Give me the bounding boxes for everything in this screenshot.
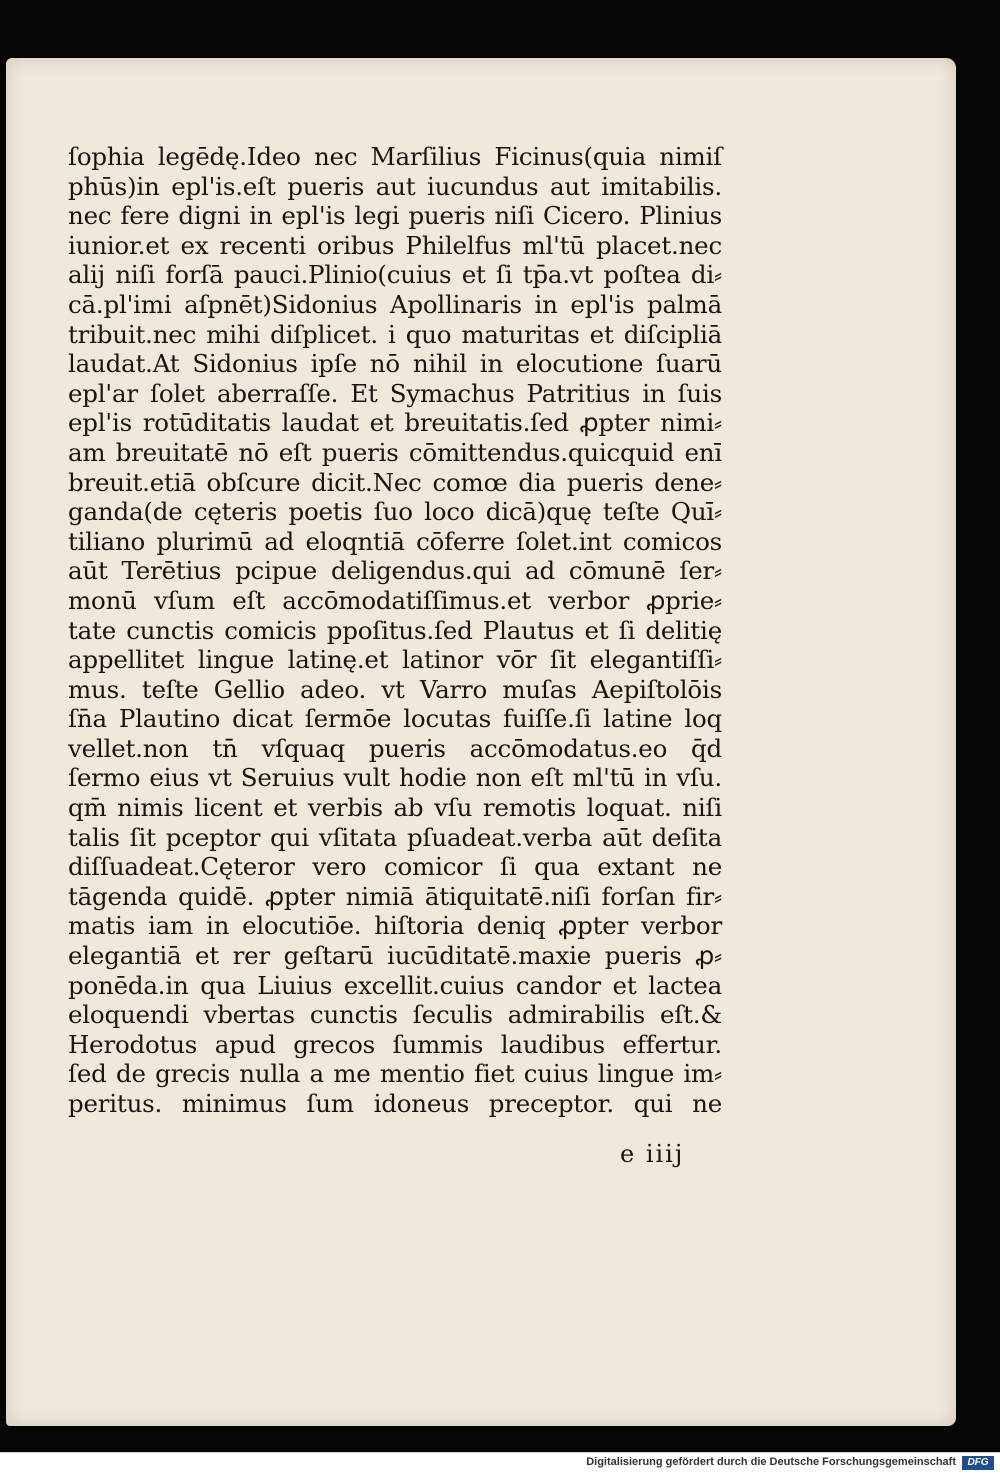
text-line: cā.pl'imi aſpnēt)Sidonius Apollinaris in epl'is palmā [68,289,722,319]
text-line: monū vſum eſt accōmodatiſſimus.et verbor ꝓprie⸗ [68,585,722,615]
text-line: nec fere digni in epl'is legi pueris niſi Cicero. Plinius [68,201,722,231]
text-line: tribuit.nec mihi diſplicet. i quo maturitas et diſcipliā [68,319,722,349]
text-line: ſed de grecis nulla a me mentio fiet cuius lingue im⸗ [68,1059,722,1089]
text-line: ſn̄a Plautino dicat ſermōe locutas fuiſſe.ſi latine loq [68,704,722,734]
text-line: peritus. minimus ſum idoneus preceptor. qui ne [68,1089,722,1118]
text-line: epl'is rotūditatis laudat et breuitatis.ſed ꝓpter nimi⸗ [68,408,722,438]
text-line: diſſuadeat.Cęteror vero comicor ſi qua extant ne [68,852,722,882]
text-line: alij niſi forſā pauci.Plinio(cuius et ſi tp̄a.vt poſtea di⸗ [68,260,722,290]
text-line: eloquendi vbertas cunctis ſeculis admirabilis eſt.& [68,1000,722,1030]
text-line: breuit.etiā obſcure dicit.Nec comœ dia pueris dene⸗ [68,467,722,497]
text-line: elegantiā et rer geſtarū iucūditatē.maxie pueris ꝓ⸗ [68,941,722,971]
text-line: ganda(de cęteris poetis ſuo loco dicā)quę teſte Quī⸗ [68,497,722,527]
text-line: ponēda.in qua Liuius excellit.cuius candor et lactea [68,970,722,1000]
footer-bar [0,1452,1000,1474]
text-line: aūt Terētius pcipue deligendus.qui ad cōmunē ſer⸗ [68,556,722,586]
body-text [68,142,728,1119]
text-line: am breuitatē nō eſt pueris cōmittendus.quicquid enī [68,437,722,467]
text-line: tiliano plurimū ad eloqntiā cōferre ſolet.int comicos [68,526,722,556]
funding-credit: Digitalisierung gefördert durch die Deutsche Forschungsgemeinschaft [586,1456,956,1468]
book-page [6,58,956,1426]
text-line: vellet.non tn̄ vſquaq pueris accōmodatus.eo q̄d [68,733,722,763]
text-line: laudat.At Sidonius ipſe nō nihil in elocutione ſuarū [68,349,722,379]
text-line: qm̄ nimis licent et verbis ab vſu remotis loquat. niſi [68,793,722,823]
dfg-logo: DFG [962,1456,994,1470]
text-line: ſermo eius vt Seruius vult hodie non eſt ml'tū in vſu. [68,763,722,793]
text-line: phūs)in epl'is.eſt pueris aut iucundus aut imitabilis. [68,171,722,201]
text-line: epl'ar ſolet aberraſſe. Et Symachus Patritius in ſuis [68,378,722,408]
text-line: tāgenda quidē. ꝓpter nimiā ātiquitatē.niſi forſan fir⸗ [68,881,722,911]
text-line: mus. teſte Gellio adeo. vt Varro muſas Aepiſtolōis [68,674,722,704]
text-line: tate cunctis comicis ppoſitus.ſed Plautus et ſi delitię [68,615,722,645]
text-line: talis ſit pceptor qui vſitata pſuadeat.verba aūt deſita [68,822,722,852]
text-line: ſophia legēdę.Ideo nec Marſilius Ficinus(quia nimiſ [68,142,722,171]
text-line: Herodotus apud grecos ſummis laudibus effertur. [68,1029,722,1059]
signature-mark: e iiij [620,1140,685,1168]
text-line: appellitet lingue latinę.et latinor vōr ſit elegantiſſi⸗ [68,645,722,675]
text-line: matis iam in elocutiōe. hiſtoria deniq ꝓpter verbor [68,911,722,941]
text-line: iunior.et ex recenti oribus Philelfus ml'tū placet.nec [68,230,722,260]
